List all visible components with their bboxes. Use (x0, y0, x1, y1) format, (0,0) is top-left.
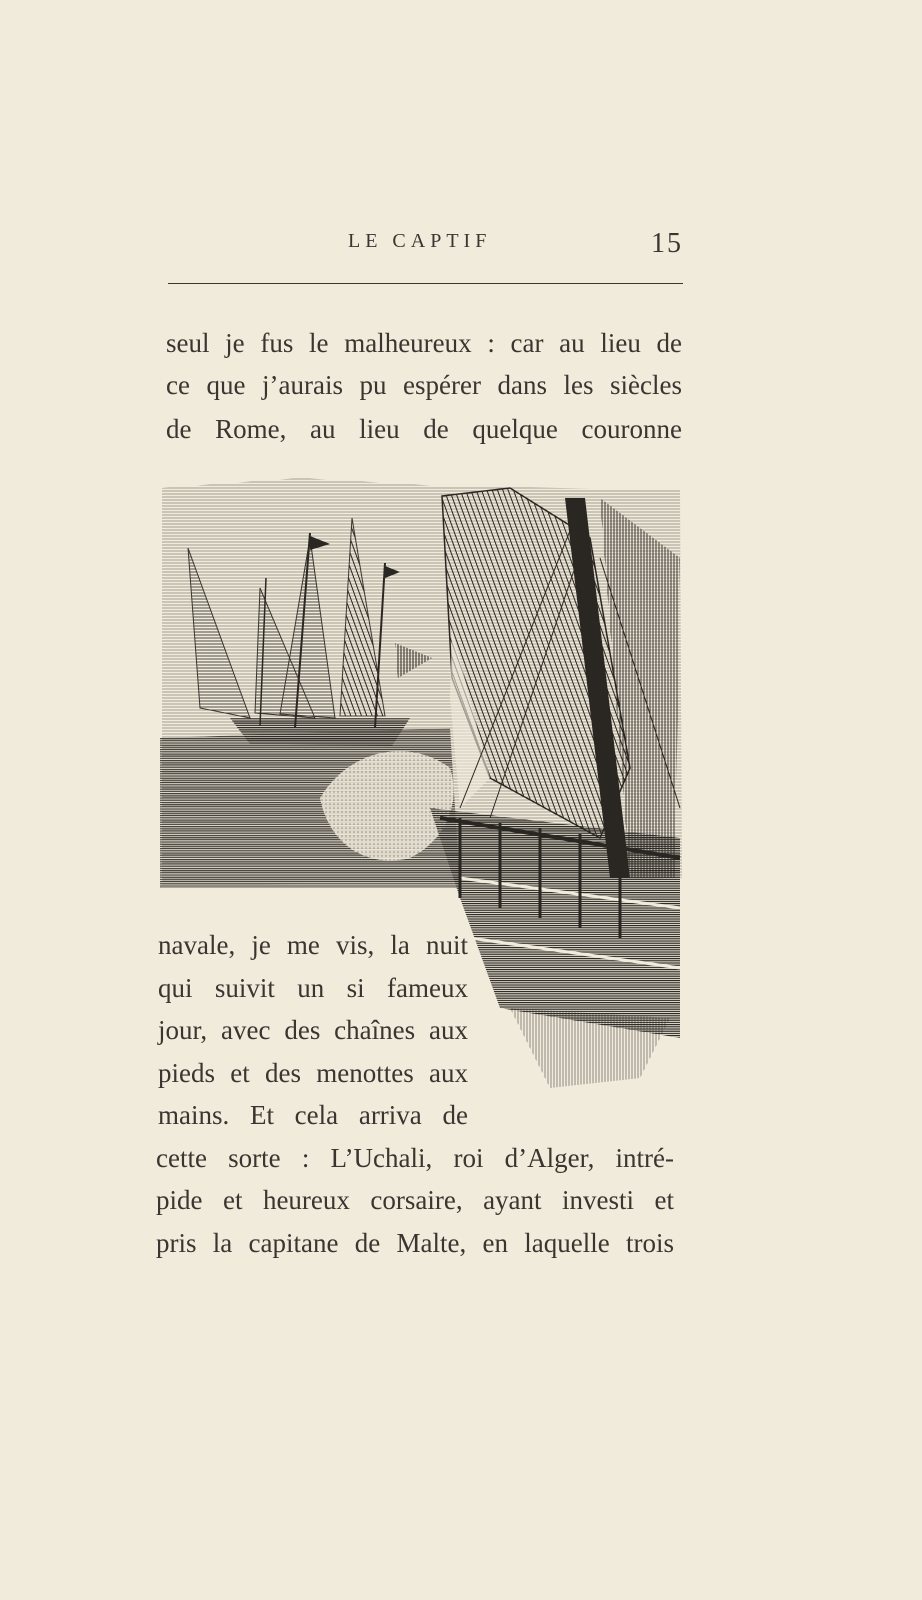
text-line: cette sorte : L’Uchali, roi d’Alger, intré- (156, 1143, 674, 1173)
header-rule (168, 283, 683, 284)
text-line: seul je fus le malheureux : car au lieu de (166, 328, 682, 358)
text-line: de Rome, au lieu de quelque couronne (166, 414, 682, 444)
text-line: navale, je me vis, la nuit (158, 930, 468, 960)
text-line: mains. Et cela arriva de (158, 1100, 468, 1130)
text-line: pide et heureux corsaire, ayant investi et (156, 1185, 674, 1215)
running-head (168, 230, 683, 270)
running-title: LE CAPTIF (348, 230, 492, 252)
page-number: 15 (651, 228, 683, 259)
text-line: qui suivit un si fameux (158, 973, 468, 1003)
text-line: pieds et des menottes aux (158, 1058, 468, 1088)
text-line: ce que j’aurais pu espérer dans les siècles (166, 370, 682, 400)
text-line: pris la capitane de Malte, en laquelle trois (156, 1228, 674, 1258)
text-line: jour, avec des chaînes aux (158, 1015, 468, 1045)
